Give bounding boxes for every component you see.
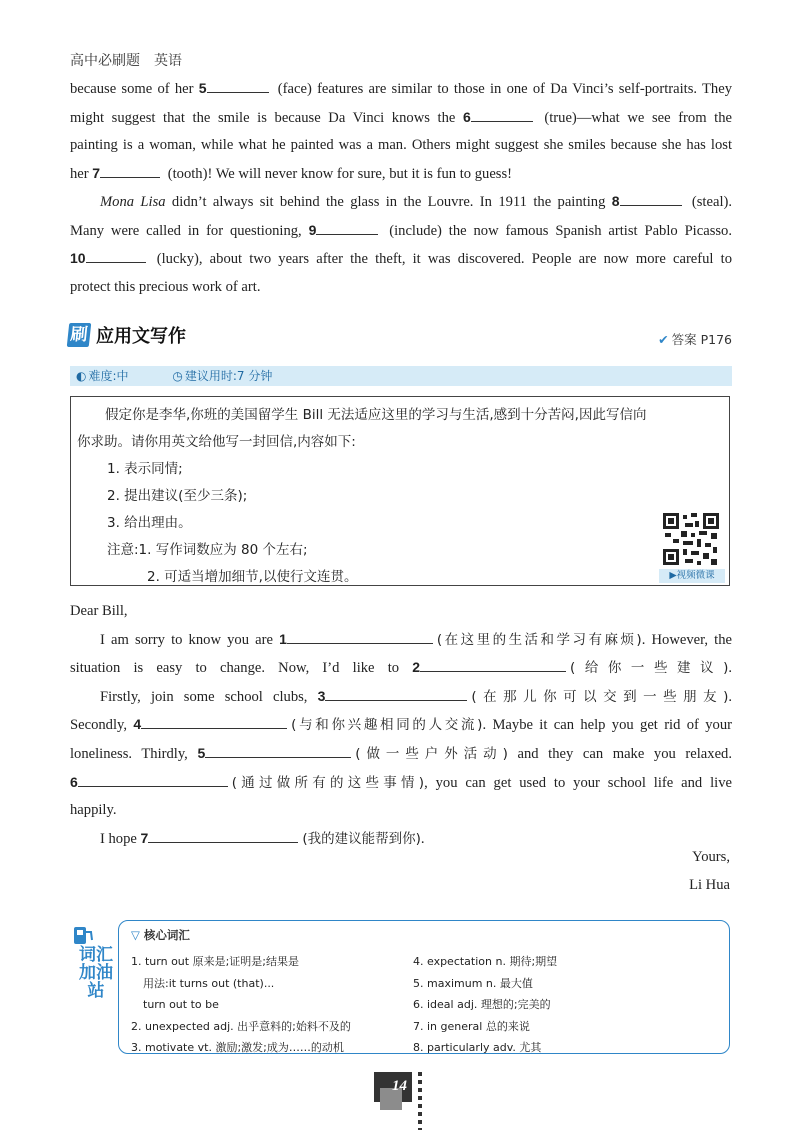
- letter-greeting: Dear Bill,: [70, 603, 128, 619]
- answer-blank[interactable]: [316, 218, 378, 235]
- letter-signature: Li Hua: [689, 877, 730, 893]
- section-title: 应用文写作: [96, 326, 186, 347]
- answer-blank[interactable]: [141, 712, 287, 729]
- passage-line: [70, 75, 732, 104]
- letter-line: [70, 711, 732, 740]
- vocab-item: turn out to be: [143, 998, 219, 1011]
- letter-text: Firstly, join some school clubs,: [100, 688, 318, 705]
- passage-text: (steal).: [685, 194, 733, 210]
- letter-line: [70, 683, 732, 712]
- task-line: 3. 给出理由。: [107, 515, 192, 531]
- passage-text: her: [70, 165, 93, 182]
- chinese-hint: (与和你兴趣相同的人交流): [291, 717, 483, 734]
- vocab-item: 6. ideal adj. 理想的;完美的: [413, 998, 551, 1011]
- answer-blank[interactable]: [205, 741, 351, 758]
- difficulty-label: 难度:中: [88, 369, 129, 383]
- answer-reference-text: 答案 P176: [671, 332, 732, 347]
- vocab-item: 8. particularly adv. 尤其: [413, 1041, 542, 1054]
- letter-text: .: [728, 660, 732, 677]
- passage-text: (include) the now famous Spanish artist Pablo Picasso.: [382, 222, 732, 239]
- letter-text: situation is easy to change. Now, I’d like to: [70, 660, 413, 677]
- passage-text: (face) features are similar to those in one of Da Vinci’s self-portraits. They: [272, 81, 732, 97]
- passage-text: because some of her: [70, 81, 199, 97]
- answer-blank[interactable]: [148, 826, 298, 843]
- blank-number: 9: [308, 221, 317, 238]
- vocab-panel-title: [131, 927, 190, 943]
- blank-number: 6: [462, 108, 471, 125]
- qr-code-icon[interactable]: [661, 511, 721, 567]
- vocab-side: [70, 920, 116, 1054]
- vocab-item: 5. maximum n. 最大值: [413, 976, 533, 990]
- answer-reference: [658, 330, 732, 348]
- vocab-item: 用法:it turns out (that)...: [143, 976, 275, 990]
- time-label: 建议用时:7 分钟: [184, 369, 273, 383]
- letter-text: , you can get used to your school life and live: [424, 774, 732, 791]
- chinese-hint: (在那儿你可以交到一些朋友): [471, 688, 729, 705]
- vocab-item: 2. unexpected adj. 出乎意料的;始料不及的: [131, 1019, 351, 1033]
- task-line: 你求助。请你用英文给他写一封回信,内容如下:: [77, 434, 356, 450]
- answer-blank[interactable]: [325, 684, 467, 701]
- task-line: 2. 可适当增加细节,以使行文连贯。: [147, 569, 358, 585]
- triangle-down-icon: ▽: [131, 928, 140, 942]
- letter-text: I am sorry to know you are: [100, 631, 280, 648]
- blank-number: 5: [198, 80, 207, 96]
- check-icon: ✔: [658, 332, 669, 347]
- passage-text: (lucky), about two years after the theft, it was discovered. People are now more careful to: [149, 251, 732, 267]
- letter-line: [70, 654, 732, 683]
- vocab-item: 4. expectation n. 期待;期望: [413, 955, 558, 968]
- blank-number: 6: [70, 773, 78, 790]
- letter-line: [70, 626, 732, 655]
- passage-line: protect this precious work of art.: [70, 278, 261, 295]
- video-lesson-text: 视频微课: [676, 570, 715, 581]
- answer-blank[interactable]: [620, 189, 682, 206]
- passage-text: Many were called in for questioning,: [70, 222, 309, 239]
- blank-number: 4: [133, 716, 142, 733]
- difficulty-icon: ◐: [76, 369, 87, 383]
- letter-line: [70, 769, 732, 798]
- task-line: 2. 提出建议(至少三条);: [107, 488, 248, 504]
- play-icon: ▶: [669, 570, 677, 581]
- blank-number: 2: [412, 659, 421, 676]
- meta-bar: [70, 366, 732, 386]
- answer-blank[interactable]: [78, 770, 228, 787]
- chinese-hint: (通过做所有的这些事情): [231, 774, 425, 791]
- answer-blank[interactable]: [207, 76, 269, 93]
- vocab-item: 3. motivate vt. 激励;激发;成为……的动机: [131, 1041, 344, 1054]
- vocab-panel: [118, 920, 730, 1054]
- letter-text: and they can make you relaxed.: [507, 745, 732, 762]
- page-dotted-rule: [418, 1072, 422, 1130]
- running-head: 高中必刷题 英语: [70, 53, 182, 69]
- vocab-column-right: [413, 951, 557, 1059]
- answer-blank[interactable]: [100, 161, 160, 178]
- answer-blank[interactable]: [471, 105, 533, 122]
- video-lesson-label[interactable]: [659, 569, 725, 583]
- letter: [70, 598, 732, 853]
- artwork-title: Mona Lisa: [100, 194, 166, 210]
- task-line: 1. 表示同情;: [107, 461, 183, 477]
- blank-number: 8: [611, 193, 620, 209]
- passage-text: (tooth)! We will never know for sure, but it is fun to guess!: [164, 165, 513, 182]
- passage-line: [70, 188, 732, 217]
- chinese-hint: (在这里的生活和学习有麻烦): [436, 631, 642, 648]
- blank-number: 10: [70, 250, 86, 266]
- passage-line: [70, 245, 732, 274]
- passage-text: might suggest that the smile is because Da Vinci knows the: [70, 109, 463, 126]
- chinese-hint: (给你一些建议): [570, 660, 729, 677]
- letter-line: [70, 825, 732, 854]
- passage-line: [70, 104, 732, 133]
- task-line: 假定你是李华,你班的美国留学生 Bill 无法适应这里的学习与生活,感到十分苦闷,因此写信向: [105, 407, 647, 423]
- vocab-item: 1. turn out 原来是;证明是;结果是: [131, 955, 299, 968]
- fuel-pump-icon: [70, 924, 96, 946]
- blank-number: 5: [197, 744, 206, 761]
- passage-text: didn’t always sit behind the glass in the Louvre. In 1911 the painting: [165, 194, 612, 210]
- chinese-hint: (我的建议能帮到你): [302, 830, 421, 847]
- answer-blank[interactable]: [420, 655, 566, 672]
- task-box: [70, 396, 730, 586]
- vocab-column-left: [131, 951, 351, 1059]
- page-number: 14: [392, 1078, 407, 1094]
- passage-line: [70, 217, 732, 246]
- page-number-box: [374, 1072, 422, 1112]
- letter-line: [70, 740, 732, 769]
- letter-text: . However, the: [641, 631, 732, 648]
- vocab-side-title: 词汇加油站: [79, 945, 113, 1001]
- passage-line: [70, 160, 732, 189]
- vocab-item: 7. in general 总的来说: [413, 1019, 530, 1033]
- letter-text: Secondly,: [70, 717, 134, 734]
- letter-text: .: [728, 688, 732, 705]
- blank-number: 3: [317, 687, 326, 704]
- passage-text: (true)—what we see from the: [536, 109, 733, 126]
- letter-closing: Yours,: [692, 849, 730, 865]
- passage: [70, 75, 732, 301]
- vocab-box: [70, 918, 730, 1058]
- brush-icon: 刷: [67, 323, 92, 347]
- chinese-hint: (做一些户外活动): [355, 745, 508, 762]
- answer-blank[interactable]: [287, 627, 433, 644]
- answer-blank[interactable]: [86, 246, 146, 263]
- letter-text: loneliness. Thirdly,: [70, 745, 198, 762]
- blank-number: 7: [140, 829, 149, 846]
- section-header: [68, 322, 186, 346]
- passage-line: painting is a woman, while what he painted was a man. Others might suggest she smiles because she has lost: [70, 137, 732, 153]
- blank-number: 7: [92, 164, 101, 181]
- task-line: 注意:1. 写作词数应为 80 个左右;: [107, 542, 308, 558]
- clock-icon: ◷: [172, 369, 183, 383]
- letter-line: happily.: [70, 802, 117, 819]
- vocab-panel-title-text: 核心词汇: [143, 928, 190, 942]
- letter-text: .: [420, 830, 425, 847]
- letter-text: . Maybe it can help you get rid of your: [482, 717, 732, 734]
- letter-text: I hope: [100, 830, 141, 847]
- blank-number: 1: [279, 630, 287, 647]
